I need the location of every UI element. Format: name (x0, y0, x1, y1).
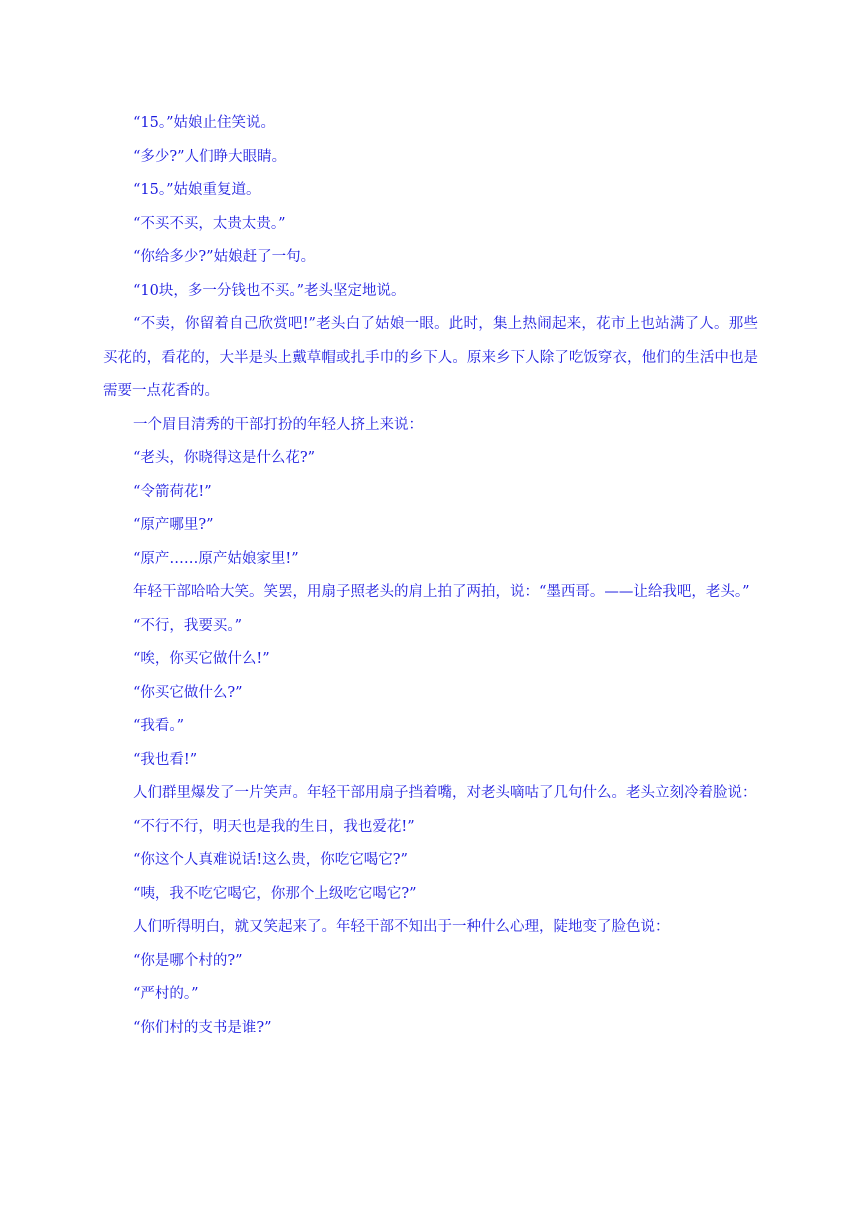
paragraph-13: 年轻干部哈哈大笑。笑罢，用扇子照老头的肩上拍了两拍，说：“墨西哥。——让给我吧，老头。” (133, 584, 750, 600)
paragraph-7: “不卖，你留着自己欣赏吧!”老头白了姑娘一眼。此时，集上热闹起来，花市上也站满了人。那些买花的，看花的，大半是头上戴草帽或扎手巾的乡下人。原来乡下人除了吃饭穿衣，他们的生活中也是需要一点花香的。 (103, 316, 758, 399)
paragraph-8: 一个眉目清秀的干部打扮的年轻人挤上来说： (133, 416, 423, 433)
paragraph-2: “多少?”人们睁大眼睛。 (133, 148, 287, 165)
paragraph-4: “不买不买，太贵太贵。” (133, 215, 286, 232)
paragraph-23: 人们听得明白，就又笑起来了。年轻干部不知出于一种什么心理，陡地变了脸色说： (133, 919, 670, 935)
paragraph-20: “不行不行，明天也是我的生日，我也爱花!” (133, 818, 415, 835)
paragraph-18: “我也看!” (133, 751, 198, 768)
paragraph-26: “你们村的支书是谁?” (133, 1019, 272, 1036)
paragraph-14: “不行，我要买。” (133, 617, 243, 634)
paragraph-10: “令箭荷花!” (133, 483, 212, 500)
paragraph-22: “咦，我不吃它喝它，你那个上级吃它喝它?” (133, 885, 417, 902)
paragraph-21: “你这个人真难说话!这么贵，你吃它喝它?” (133, 852, 408, 868)
paragraph-5: “你给多少?”姑娘赶了一句。 (133, 249, 316, 265)
paragraph-3: “15。”姑娘重复道。 (133, 182, 261, 198)
paragraph-6: “10块，多一分钱也不买。”老头坚定地说。 (133, 282, 406, 299)
paragraph-1: “15。”姑娘止住笑说。 (133, 115, 276, 131)
paragraph-17: “我看。” (133, 718, 185, 734)
paragraph-9: “老头，你晓得这是什么花?” (133, 450, 316, 466)
paragraph-11: “原产哪里?” (133, 517, 214, 533)
paragraph-16: “你买它做什么?” (133, 684, 243, 701)
paragraph-12: “原产……原产姑娘家里!” (133, 550, 299, 567)
paragraph-15: “唉，你买它做什么!” (133, 651, 270, 667)
paragraph-25: “严村的。” (133, 986, 199, 1002)
paragraph-24: “你是哪个村的?” (133, 952, 243, 969)
story-text (103, 107, 758, 1045)
paragraph-19: 人们群里爆发了一片笑声。年轻干部用扇子挡着嘴，对老头嘀咕了几句什么。老头立刻冷着脸说： (133, 785, 757, 801)
